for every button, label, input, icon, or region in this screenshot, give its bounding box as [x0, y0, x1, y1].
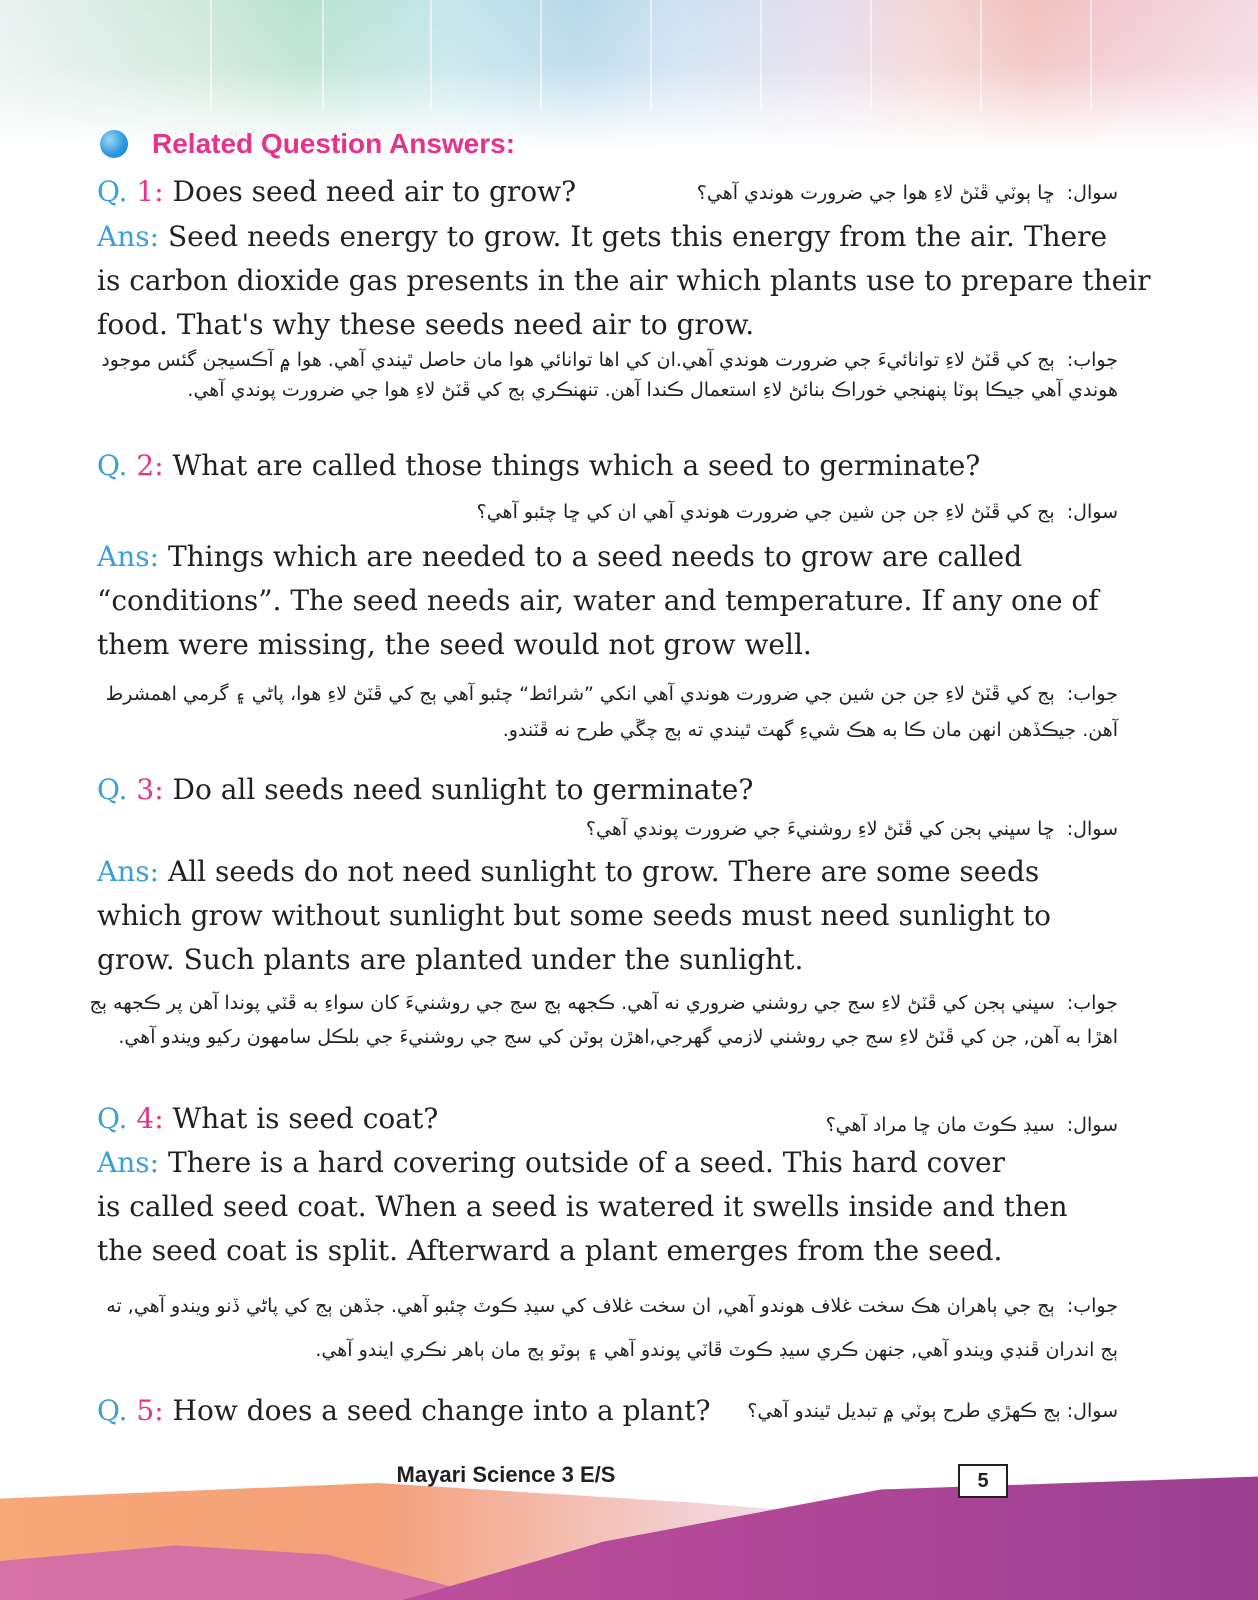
answer-3-line-1: Ans: All seeds do not need sunlight to grow. There are some seeds [97, 855, 1040, 888]
answer-1-line-2: is carbon dioxide gas presents in the air which plants use to prepare their [97, 264, 1151, 297]
answer-4-line-2: is called seed coat. When a seed is watered it swells inside and then [97, 1190, 1068, 1223]
band-divider [870, 0, 872, 110]
answer-1-line-3: food. That's why these seeds need air to grow. [97, 308, 755, 341]
question-1-sindhi: سوال: ڇا ٻوٽي ڦٽڻ لاءِ هوا جي ضرورت هوندي آهي؟ [696, 182, 1118, 204]
band-divider [540, 0, 542, 110]
answer-3-line-2: which grow without sunlight but some seeds must need sunlight to [97, 899, 1052, 932]
band-divider [650, 0, 652, 110]
answer-1-line-1: Ans: Seed needs energy to grow. It gets this energy from the air. There [97, 220, 1108, 253]
answer-1-sindhi: جواب: ٻج کي ڦٽڻ لاءِ توانائيءَ جي ضرورت هوندي آهي.ان کي اها توانائي هوا مان حاصل ٿيندي آهي. هوا ۾ آڪسيجن گئس موجود هوندي آهي جيڪا ٻوٽا پنهنجي خوراڪ بنائڻ لاءِ استعمال ڪندا آهن. تنهنڪري ٻج کي ڦٽڻ لاءِ هوا جي ضرورت پوندي آهي. [101, 349, 1118, 401]
band-divider [980, 0, 982, 110]
question-text: Do all seeds need sunlight to germinate? [172, 773, 754, 806]
answer-label: Ans: [97, 1146, 160, 1179]
question-3-sindhi: سوال: ڇا سڀني ٻجن کي ڦٽڻ لاءِ روشنيءَ جي ضرورت پوندي آهي؟ [585, 818, 1118, 840]
answer-3-sindhi: جواب: سڀني ٻجن کي ڦٽڻ لاءِ سج جي روشني ضروري نه آهي. ڪجهه ٻج سج جي روشنيءَ کان سواءِ به ڦٽي پوندا آهن پر ڪجهه ٻج اهڙا به آهن, جن کي ڦٽڻ لاءِ سج جي روشني لازمي گهرجي,اهڙن ٻوٽن کي سج جي روشنيءَ جي بلڪل سامهون رکيو ويندو آهي. [89, 992, 1118, 1048]
question-2-sindhi: سوال: ٻج کي ڦٽڻ لاءِ جن جن شين جي ضرورت هوندي آهي ان کي ڇا چئبو آهي؟ [476, 501, 1118, 523]
answer-label: Ans: [97, 855, 160, 888]
question-2 [97, 444, 980, 488]
answer-label: Ans: [97, 540, 160, 573]
band-divider [760, 0, 762, 110]
question-text: What is seed coat? [172, 1102, 439, 1135]
section-heading [100, 124, 515, 164]
band-divider [1090, 0, 1092, 110]
band-divider [210, 0, 212, 110]
band-divider [430, 0, 432, 110]
question-4-sindhi: سوال: سيڊ ڪوٽ مان ڇا مراد آهي؟ [825, 1114, 1118, 1136]
page-number: 5 [958, 1464, 1008, 1498]
question-4 [97, 1097, 438, 1141]
answer-3-line-3: grow. Such plants are planted under the sunlight. [97, 943, 804, 976]
answer-label: Ans: [97, 220, 160, 253]
answer-4-sindhi: جواب: ٻج جي ٻاهران هڪ سخت غلاف هوندو آهي, ان سخت غلاف کي سيڊ ڪوٽ چئبو آهي. جڏهن ٻج کي پاڻي ڏنو ويندو آهي, ته ٻج اندران ڦنڊي ويندو آهي, جنهن ڪري سيڊ ڪوٽ ڦاٽي پوندو آهي ۽ ٻوٽو ٻج مان ٻاهر نڪري ايندو آهي. [106, 1295, 1118, 1361]
question-label: Q. 1: [97, 175, 164, 208]
question-text: What are called those things which a seed to germinate? [172, 449, 981, 482]
book-title: Mayari Science 3 E/S [396, 1462, 616, 1487]
question-label: Q. 5: [97, 1394, 164, 1427]
question-label: Q. 4: [97, 1102, 164, 1135]
answer-4-line-3: the seed coat is split. Afterward a plant emerges from the seed. [97, 1234, 1003, 1267]
question-label: Q. 2: [97, 449, 164, 482]
question-label: Q. 3: [97, 773, 164, 806]
question-5 [97, 1389, 711, 1433]
question-3 [97, 768, 753, 812]
answer-2-sindhi: جواب: ٻج کي ڦٽڻ لاءِ جن جن شين جي ضرورت هوندي آهي انکي ”شرائط“ چئبو آهي ٻج کي ڦٽڻ لاءِ هوا، پاڻي ۽ گرمي اهمشرط آهن. جيڪڏهن انهن مان ڪا به هڪ شيءِ گهٽ ٿيندي ته ٻج چڱي طرح نه ڦٽندو. [105, 683, 1118, 741]
answer-2-line-1: Ans: Things which are needed to a seed needs to grow are called [97, 540, 1023, 573]
question-5-sindhi: سوال: ٻج ڪهڙي طرح ٻوٽي ۾ تبديل ٿيندو آهي؟ [747, 1400, 1118, 1422]
answer-4-line-1: Ans: There is a hard covering outside of a seed. This hard cover [97, 1146, 1005, 1179]
band-divider [322, 0, 324, 110]
heading-text: Related Question Answers: [152, 128, 516, 159]
answer-2-line-2: “conditions”. The seed needs air, water and temperature. If any one of [97, 584, 1099, 617]
blue-bullet-icon [100, 130, 128, 158]
question-text: Does seed need air to grow? [172, 175, 577, 208]
question-text: How does a seed change into a plant? [172, 1394, 711, 1427]
answer-2-line-3: them were missing, the seed would not grow well. [97, 628, 812, 661]
question-1 [97, 170, 576, 214]
